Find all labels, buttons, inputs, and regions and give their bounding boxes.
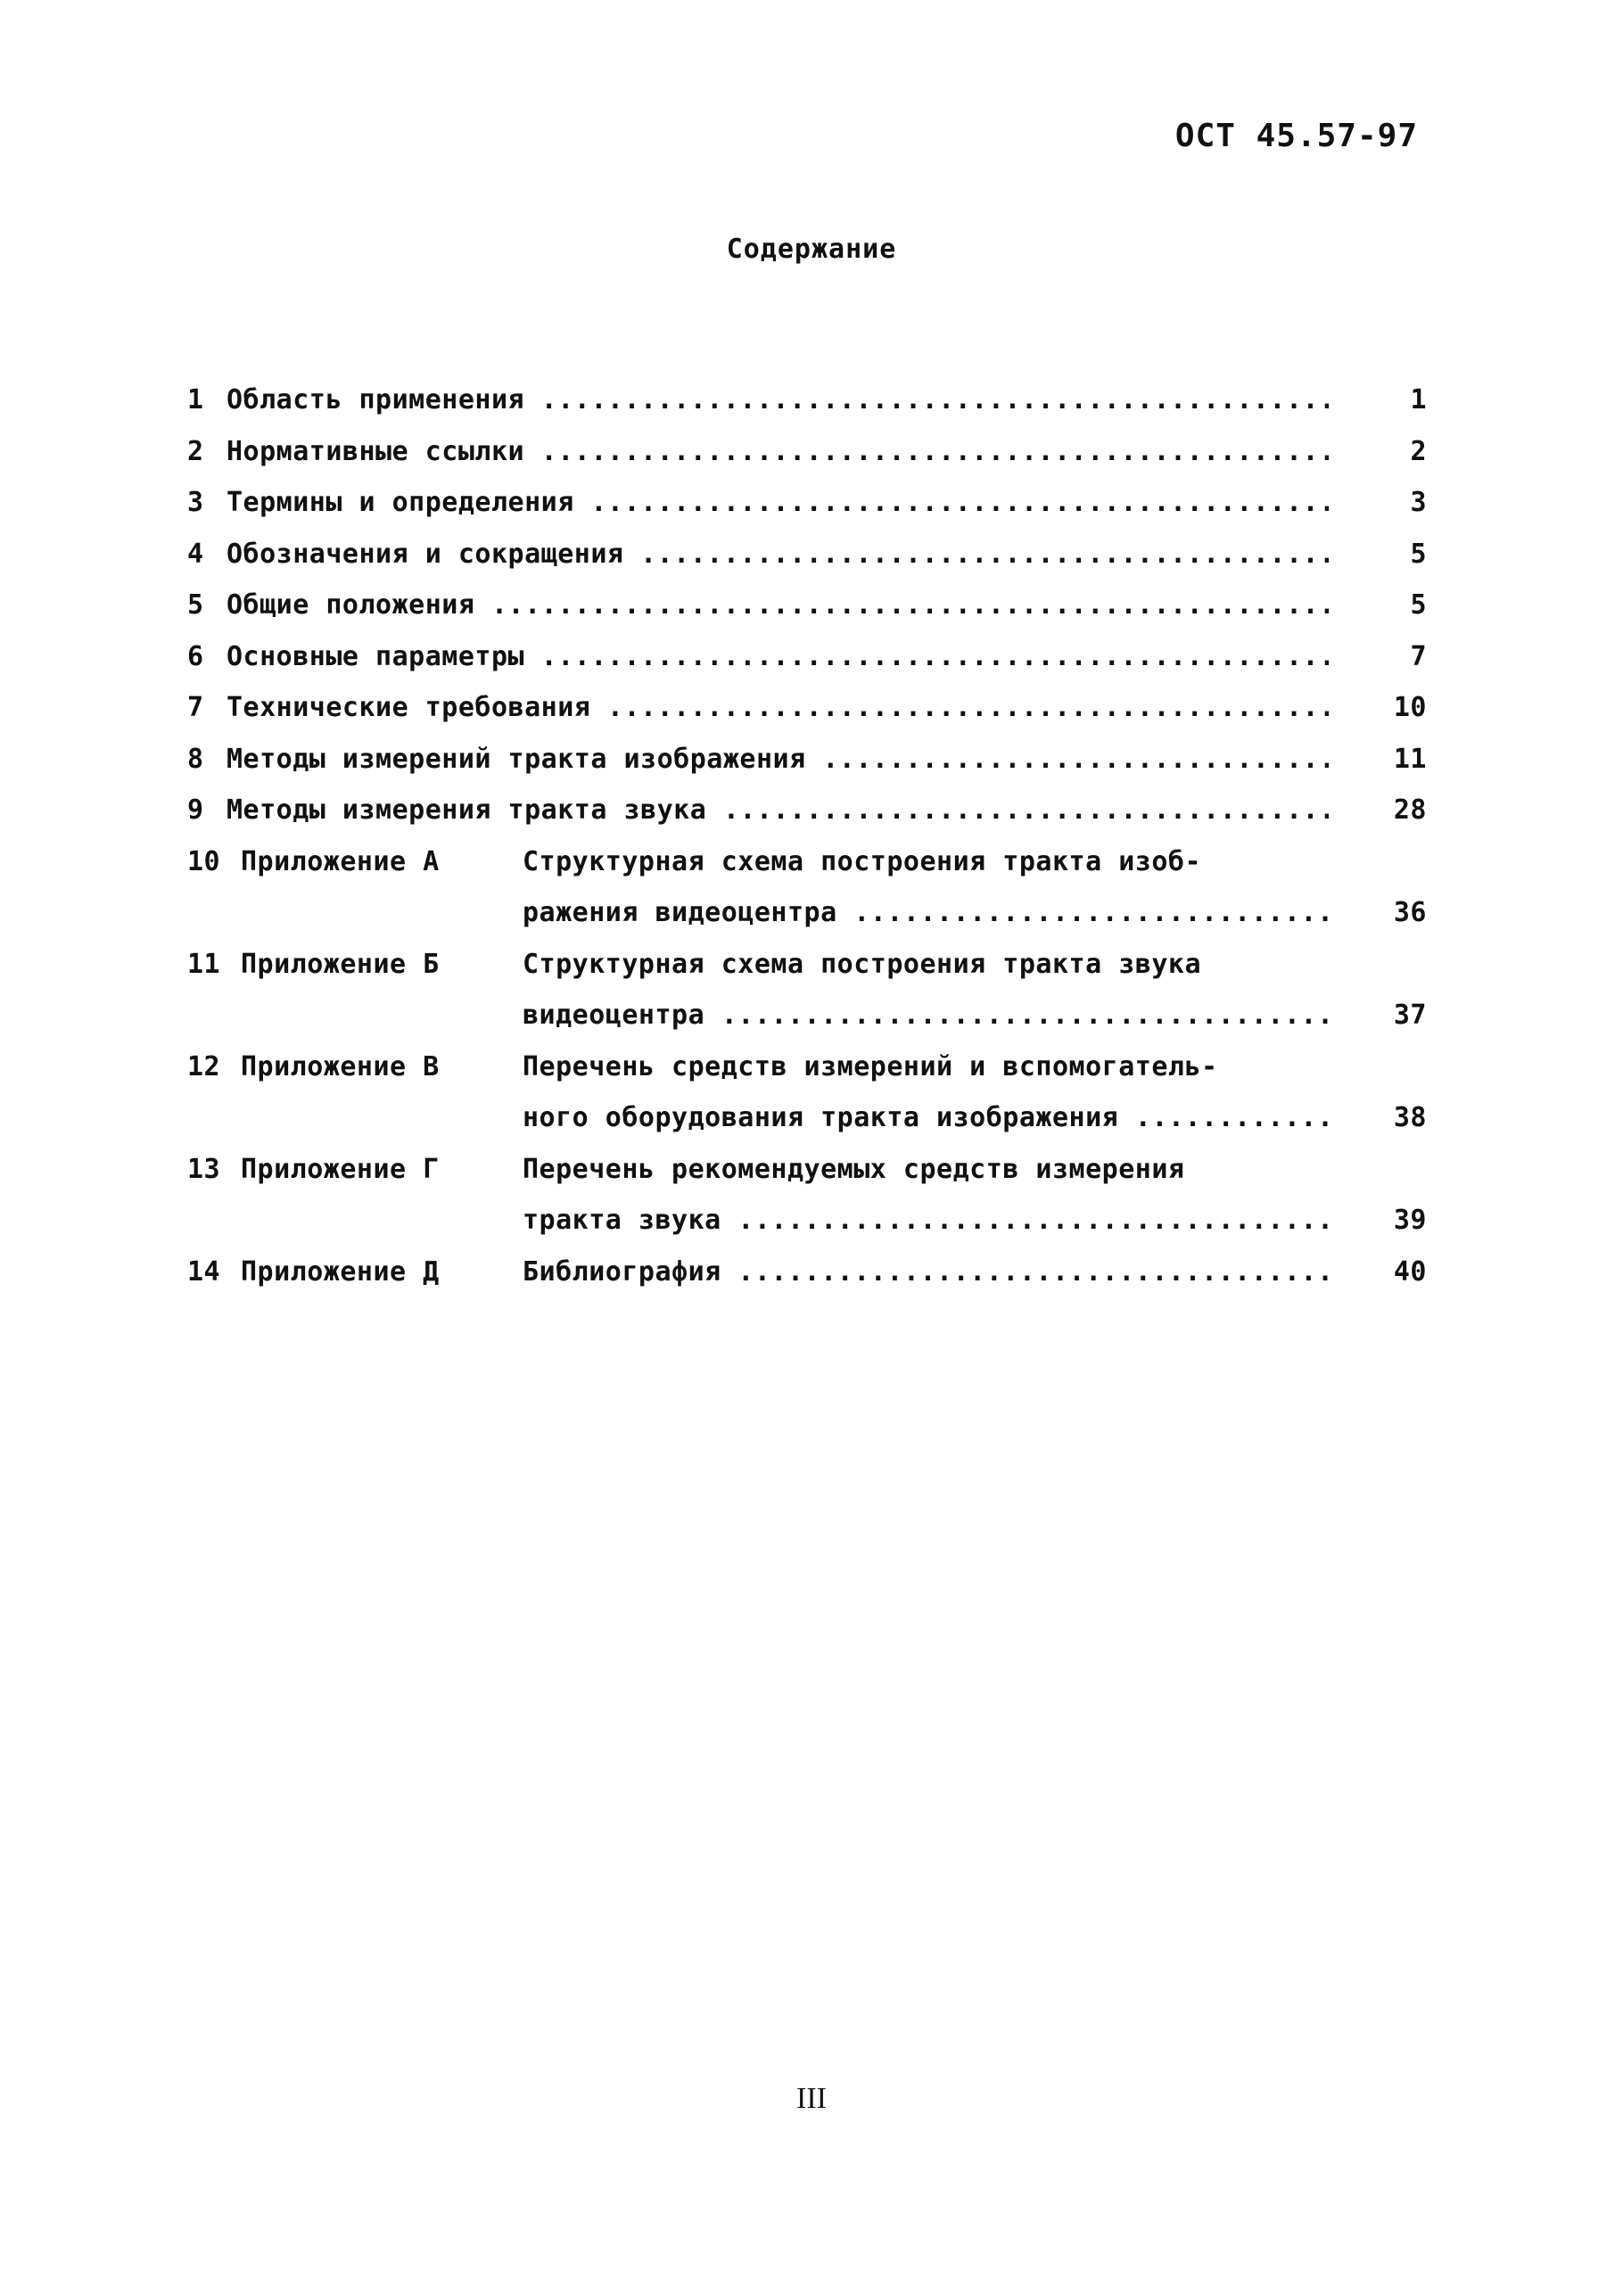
appendix-title-line1: Структурная схема построения тракта изоб-: [523, 845, 1202, 877]
toc-entry: [187, 734, 1436, 786]
appendix-label: Приложение В: [241, 1050, 440, 1082]
appendix-label: Приложение Г: [241, 1153, 440, 1185]
appendix-title-line2: видеоцентра .....: [523, 990, 1334, 1041]
appendix-title-line2: ражения видеоцентра .....: [523, 887, 1334, 939]
appendix-label: Приложение Д: [241, 1255, 440, 1288]
toc-entry-page: 3: [1410, 487, 1427, 518]
toc-entry-title: Область применения .....: [227, 374, 1329, 426]
toc-entry-title: Нормативные ссылки .....: [227, 426, 1329, 478]
toc-entry-number: 7: [187, 692, 204, 723]
toc-entry-number: 10: [187, 845, 221, 877]
toc-entry-title: Технические требования .....: [227, 682, 1329, 734]
toc-appendix-entry-continuation: [187, 887, 1436, 939]
toc-appendix-entry: [187, 1247, 1436, 1298]
appendix-title-line2: Библиография .....: [523, 1247, 1334, 1298]
toc-entry: [187, 580, 1436, 631]
toc-appendix-entry: [187, 1041, 1436, 1093]
toc-entry-page: 10: [1393, 692, 1427, 723]
toc-entry-page: 38: [1393, 1102, 1427, 1133]
toc-entry-number: 1: [187, 384, 204, 416]
toc-entry-number: 3: [187, 487, 204, 518]
toc-appendix-entry: [187, 836, 1436, 888]
document-code: ОСТ 45.57-97: [1174, 118, 1418, 154]
toc-entry: [187, 374, 1436, 426]
toc-entry-page: 40: [1393, 1255, 1427, 1288]
toc-appendix-entry: [187, 1144, 1436, 1196]
toc-entry-number: 9: [187, 794, 204, 826]
toc-entry: [187, 426, 1436, 478]
toc-appendix-entry-continuation: [187, 1195, 1436, 1247]
appendix-title-line1: Структурная схема построения тракта звука: [523, 948, 1202, 980]
toc-entry-page: 2: [1410, 435, 1427, 467]
toc-entry: [187, 631, 1436, 683]
toc-entry: [187, 785, 1436, 836]
toc-entry-page: 36: [1393, 897, 1427, 928]
appendix-title-line1: Перечень рекомендуемых средств измерения: [523, 1153, 1185, 1185]
toc-entry-page: 1: [1410, 384, 1427, 416]
toc-entry-number: 2: [187, 435, 204, 467]
toc-entry-page: 39: [1393, 1205, 1427, 1236]
toc-entry-number: 5: [187, 589, 204, 621]
toc-entry-page: 7: [1410, 640, 1427, 672]
toc-entry-page: 28: [1393, 794, 1427, 826]
toc-entry-number: 13: [187, 1153, 221, 1185]
toc-entry: [187, 682, 1436, 734]
toc-entry-page: 37: [1393, 1000, 1427, 1031]
page-number: III: [796, 2082, 827, 2115]
toc-title: Содержание: [726, 234, 897, 265]
toc-entry-number: 6: [187, 640, 204, 672]
toc-entry-title: Термины и определения .....: [227, 477, 1329, 529]
toc-appendix-entry: [187, 939, 1436, 991]
toc-entry-number: 4: [187, 538, 204, 570]
toc-entry-page: 5: [1410, 538, 1427, 570]
appendix-label: Приложение Б: [241, 948, 440, 980]
toc-entry: [187, 477, 1436, 529]
appendix-title-line2: ного оборудования тракта изображения .....: [523, 1092, 1334, 1144]
toc-entry-title: Обозначения и сокращения .....: [227, 529, 1329, 580]
toc-entry-page: 5: [1410, 589, 1427, 621]
toc-entry-page: 11: [1393, 743, 1427, 775]
table-of-contents: [187, 374, 1436, 1297]
toc-appendix-entry-continuation: [187, 1092, 1436, 1144]
appendix-title-line1: Перечень средств измерений и вспомогатель-: [523, 1050, 1218, 1082]
toc-entry-number: 14: [187, 1255, 221, 1288]
toc-appendix-entry-continuation: [187, 990, 1436, 1041]
appendix-label: Приложение А: [241, 845, 440, 877]
toc-entry-title: Основные параметры .....: [227, 631, 1329, 683]
toc-entry-title: Общие положения .....: [227, 580, 1329, 631]
toc-entry-number: 12: [187, 1050, 221, 1082]
appendix-title-line2: тракта звука .....: [523, 1195, 1334, 1247]
toc-entry-title: Методы измерений тракта изображения .....: [227, 734, 1329, 786]
toc-entry-number: 11: [187, 948, 221, 980]
toc-entry-number: 8: [187, 743, 204, 775]
toc-entry-title: Методы измерения тракта звука .....: [227, 785, 1329, 836]
toc-entry: [187, 529, 1436, 580]
